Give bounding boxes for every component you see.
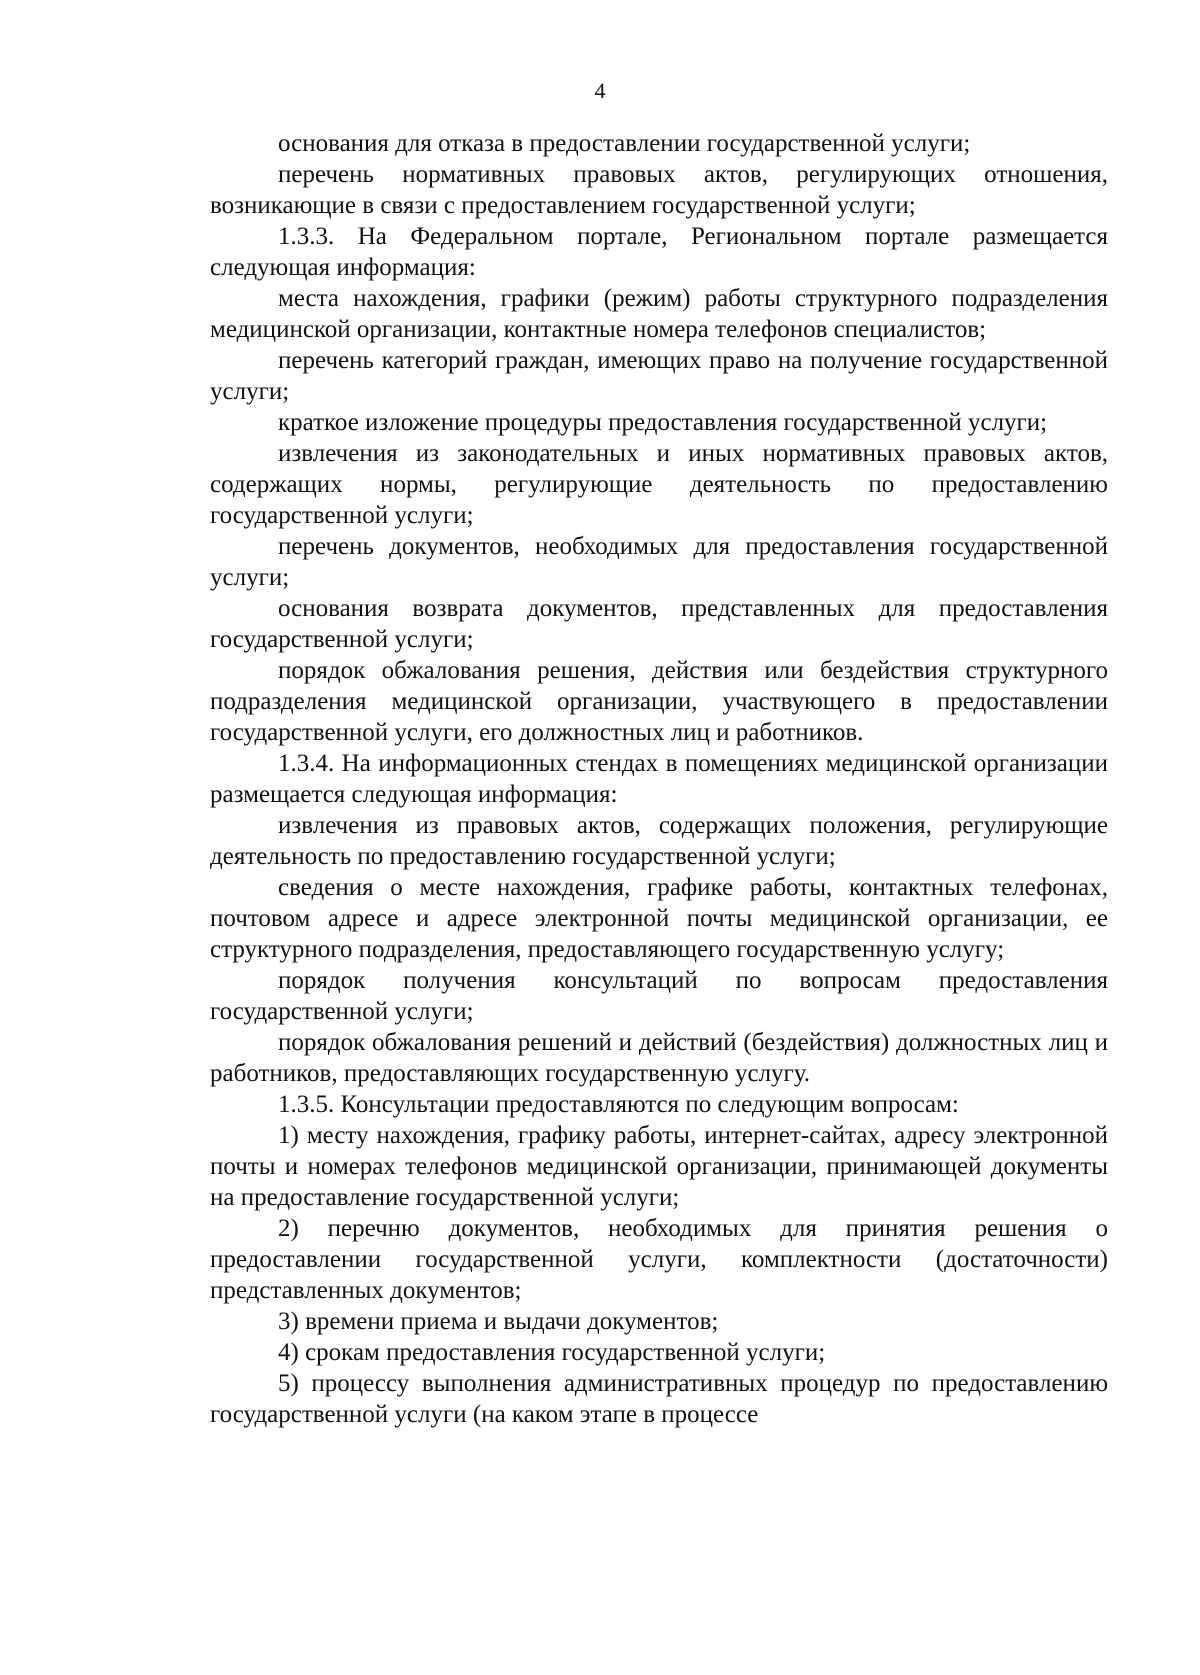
paragraph: 1) месту нахождения, графику работы, интернет-сайтах, адресу электронной почты и номерах телефонов медицинской организации, принимающей документы на предоставление государственной услуги; — [210, 1122, 1108, 1211]
document-body — [210, 128, 1108, 1430]
paragraph: основания для отказа в предоставлении государственной услуги; — [278, 130, 971, 157]
paragraph: 5) процессу выполнения административных процедур по предоставлению государственной услуги (на каком этапе в процессе — [210, 1370, 1108, 1428]
paragraph: порядок обжалования решений и действий (бездействия) должностных лиц и работников, предоставляющих государственную услугу. — [210, 1029, 1108, 1087]
paragraph: 3) времени приема и выдачи документов; — [278, 1308, 719, 1335]
paragraph: 1.3.4. На информационных стендах в помещениях медицинской организации размещается следующая информация: — [210, 750, 1108, 808]
paragraph: краткое изложение процедуры предоставления государственной услуги; — [278, 409, 1048, 436]
paragraph: сведения о месте нахождения, графике работы, контактных телефонах, почтовом адресе и адресе электронной почты медицинской организации, ее структурного подразделения, предоставляющего государственную услугу; — [210, 874, 1108, 963]
paragraph: перечень нормативных правовых актов, регулирующих отношения, возникающие в связи с предоставлением государственной услуги; — [210, 161, 1108, 219]
paragraph: 2) перечню документов, необходимых для принятия решения о предоставлении государственной услуги, комплектности (достаточности) представленных документов; — [210, 1215, 1108, 1304]
paragraph: порядок обжалования решения, действия или бездействия структурного подразделения медицинской организации, участвующего в предоставлении государственной услуги, его должностных лиц и работников. — [210, 657, 1108, 746]
paragraph: извлечения из законодательных и иных нормативных правовых актов, содержащих нормы, регулирующие деятельность по предоставлению государственной услуги; — [210, 440, 1108, 529]
paragraph: порядок получения консультаций по вопросам предоставления государственной услуги; — [210, 967, 1108, 1025]
paragraph: основания возврата документов, представленных для предоставления государственной услуги; — [210, 595, 1108, 653]
paragraph: 4) срокам предоставления государственной услуги; — [278, 1339, 826, 1366]
paragraph: перечень документов, необходимых для предоставления государственной услуги; — [210, 533, 1108, 591]
paragraph: 1.3.3. На Федеральном портале, Региональном портале размещается следующая информация: — [210, 223, 1108, 281]
paragraph: места нахождения, графики (режим) работы структурного подразделения медицинской организации, контактные номера телефонов специалистов; — [210, 285, 1108, 343]
paragraph: перечень категорий граждан, имеющих право на получение государственной услуги; — [210, 347, 1108, 405]
page-number: 4 — [594, 78, 606, 103]
paragraph: извлечения из правовых актов, содержащих положения, регулирующие деятельность по предоставлению государственной услуги; — [210, 812, 1108, 870]
paragraph: 1.3.5. Консультации предоставляются по следующим вопросам: — [278, 1091, 959, 1118]
